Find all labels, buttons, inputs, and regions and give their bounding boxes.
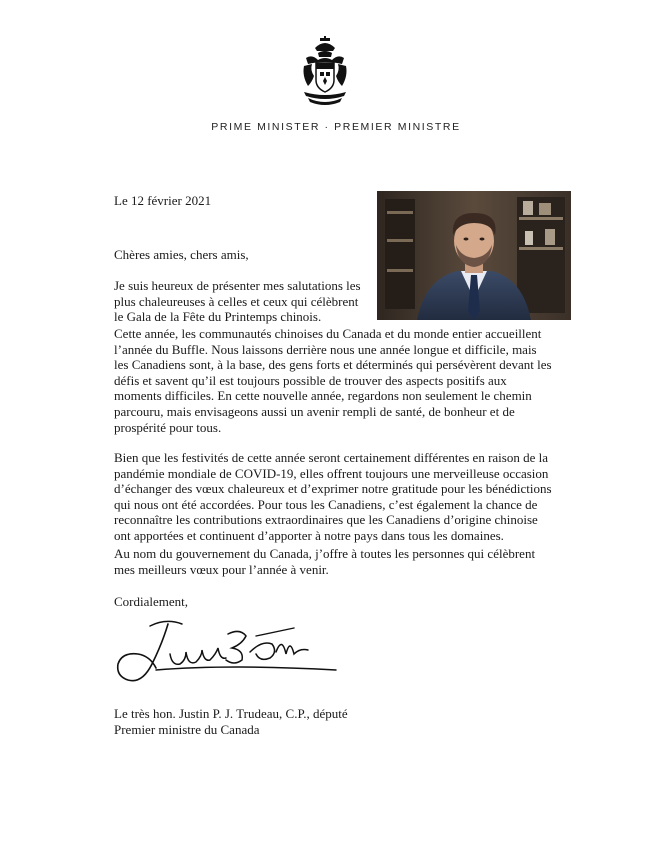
portrait-photo [377, 191, 571, 320]
intro-paragraph: Je suis heureux de présenter mes salutations les plus chaleureuses à celles et ceux qui célèbrent le Gala de la Fête du Printemps chinois. [114, 278, 361, 325]
letterhead-title: PRIME MINISTER · PREMIER MINISTRE [211, 121, 461, 133]
salutation: Chères amies, chers amis, [114, 247, 249, 262]
body-paragraph: Bien que les festivités de cette année seront certainement différentes en raison de la pandémie mondiale de COVID-19, elles offrent toujours une merveilleuse occasion d’échanger des vœux chaleureux et d’exprimer notre gratitude pour les bénédictions qui nous ont été accordées. Pour tous les Canadiens, c’est également la chance de reconnaître les contributions extraordinaires que les Canadiens d’origine chinoise ont apportées et continuent d’apporter à notre pays dans tous les domaines. [114, 450, 552, 543]
body-paragraph: Cette année, les communautés chinoises du Canada et du monde entier accueillent l’année du Buffle. Nous laissons derrière nous une année longue et difficile, mais les Canadiens sont, à la base, des gens forts et déterminés qui persévèrent devant les défis et savent qu’il est toujours possible de trouver des aspects positifs aux moments difficiles. En cette nouvelle année, regardons non seulement le chemin parcouru, mais envisageons aussi un avenir rempli de santé, de bonheur et de prospérité pour tous. [114, 326, 552, 435]
signatory-name: Le très hon. Justin P. J. Trudeau, C.P., député [114, 706, 348, 721]
signatory-block [114, 706, 348, 737]
signature-icon [110, 614, 340, 696]
letter-date: Le 12 février 2021 [114, 193, 212, 208]
coat-of-arms-icon [298, 36, 352, 106]
closing: Cordialement, [114, 594, 189, 609]
body-paragraph: Au nom du gouvernement du Canada, j’offre à toutes les personnes qui célèbrent mes meilleurs vœux pour l’année à venir. [114, 546, 536, 577]
signatory-title: Premier ministre du Canada [114, 721, 260, 737]
